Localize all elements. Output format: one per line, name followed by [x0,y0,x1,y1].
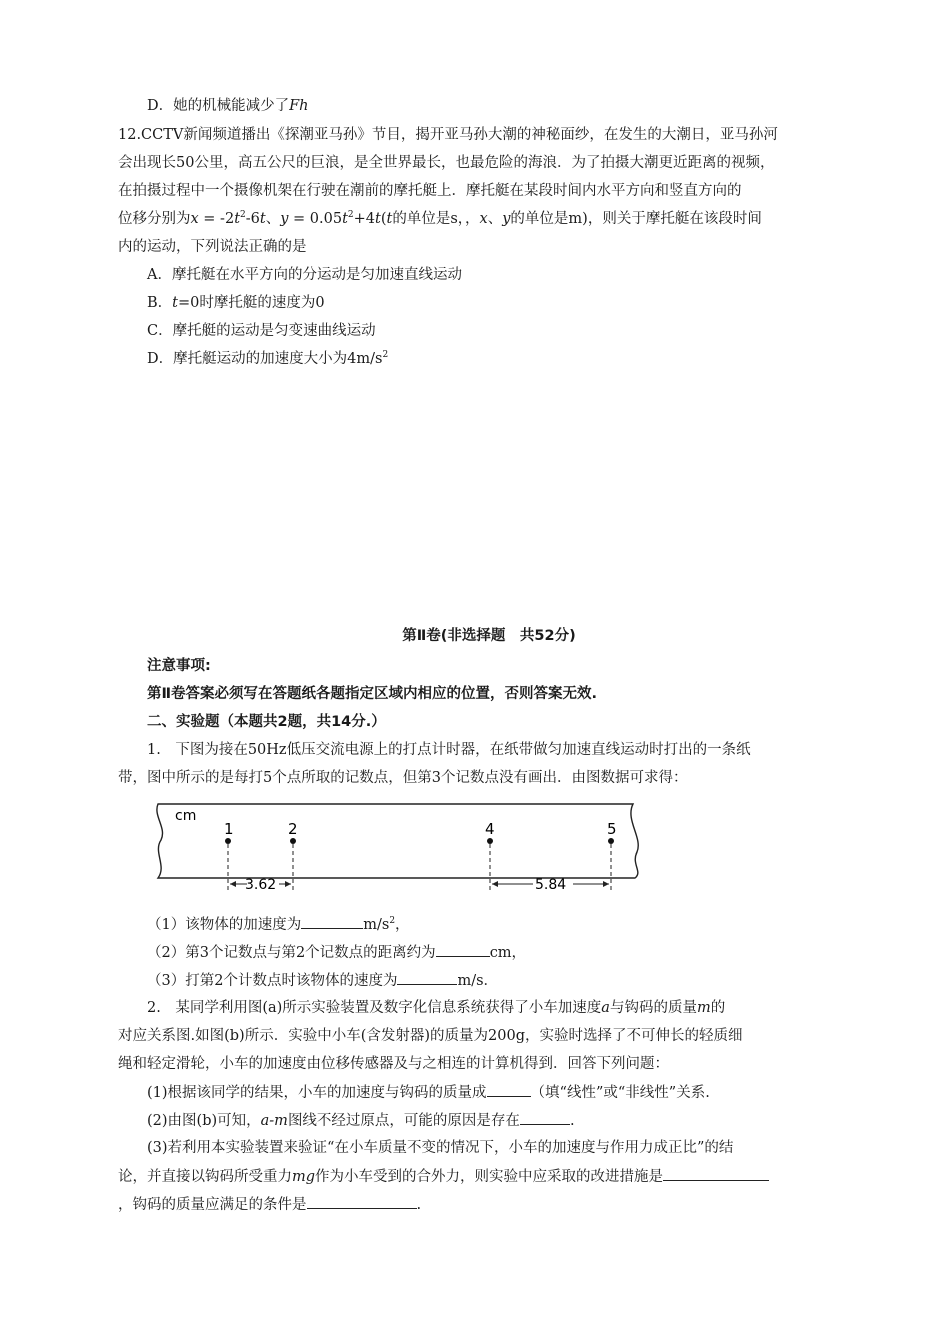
exp1-line-1: 1. 下图为接在50Hz低压交流电源上的打点计时器，在纸带做匀加速直线运动时打出的一条纸 [147,742,751,758]
q12-line-3: 在拍摄过程中一个摄像机架在行驶在潮前的摩托艇上．摩托艇在某段时间内水平方向和竖直方向的 [118,183,742,199]
dim-45-label: 5.84 [535,877,567,893]
exp1-q3: （3）打第2个计数点时该物体的速度为 m/s． [147,970,498,991]
exp1-q1: （1）该物体的加速度为 $m/s^2$， [147,914,410,935]
q12-line-2: 会出现长50公里，高五公尺的巨浪，是全世界最长，也最危险的海浪．为了拍摄大潮更近距离的视频， [118,155,775,171]
exp1-line-2: 带，图中所示的是每打5个点所取的记数点，但第3个记数点没有画出．由图数据可求得： [118,770,688,786]
exp2-line-2: 对应关系图.如图(b)所示．实验中小车(含发射器)的质量为200g，实验时选择了不可伸长的轻质细 [118,1028,743,1044]
point-2-label: 2 [288,820,298,838]
dim-12-label: 3.62 [245,877,277,893]
part2-title: 第Ⅱ卷(非选择题 共52分) [402,628,576,644]
q12-option-a: A．摩托艇在水平方向的分运动是匀加速直线运动 [147,267,462,283]
notice-title: 注意事项: [147,658,211,674]
point-1-dot [225,838,231,844]
q12-line-5: 内的运动，下列说法正确的是 [118,239,307,255]
exp1-q2: （2）第3个记数点与第2个记数点的距离约为 cm， [147,942,526,963]
dim-45-arrow-left [492,881,498,887]
exp2-q3-line-2: 论，并直接以钩码所受重力mg作为小车受到的合外力，则实验中应采取的改进措施是 [118,1166,769,1187]
point-1-label: 1 [224,820,234,838]
q12-line-1: 12.CCTV新闻频道播出《探潮亚马孙》节目，揭开亚马孙大潮的神秘面纱，在发生的大潮日，亚马孙河 [118,127,778,143]
answer-blank[interactable] [397,970,457,985]
exp2-q2: (2)由图(b)可知，a-m图线不经过原点，可能的原因是存在 . [147,1110,575,1131]
section-heading: 二、实验题（本题共2题，共14分.） [147,714,386,730]
point-4-dot [487,838,493,844]
paper-tape-figure [155,800,655,900]
dim-45-arrow-right [603,881,609,887]
point-2-dot [290,838,296,844]
answer-blank[interactable] [487,1082,531,1097]
point-5-dot [608,838,614,844]
tape-unit-label: cm [175,808,197,824]
answer-blank[interactable] [663,1166,769,1181]
notice-text: 第Ⅱ卷答案必须写在答题纸各题指定区域内相应的位置，否则答案无效. [147,686,598,702]
exp2-q1: (1)根据该同学的结果，小车的加速度与钩码的质量成 （填“线性”或“非线性”关系. [147,1082,710,1103]
point-4-label: 4 [485,820,495,838]
dim-12-arrow-right [285,881,291,887]
q12-line-4: 位移分别为$x = -2t^2-6t$、$y = 0.05t^2+4t(t$的单位是s，，x、y的单位是m)，则关于摩托艇在该段时间 [118,210,762,227]
exp2-q3-line-1: (3)若利用本实验装置来验证“在小车质量不变的情况下，小车的加速度与作用力成正比”的结 [147,1140,734,1156]
answer-blank[interactable] [436,942,490,957]
q11-option-d: D．她的机械能减少了Fh [147,98,309,114]
answer-blank[interactable] [520,1110,570,1125]
q12-option-b: B．t=0时摩托艇的速度为0 [147,295,325,311]
answer-blank[interactable] [301,914,363,929]
exp2-line-1: 2. 某同学利用图(a)所示实验装置及数字化信息系统获得了小车加速度a与钩码的质量m的 [147,1000,726,1016]
dim-12-arrow-left [230,881,236,887]
q12-option-d: D．摩托艇运动的加速度大小为$4m/s^2$ [147,350,389,367]
exp2-q3-line-3: ，钩码的质量应满足的条件是 . [118,1194,421,1215]
answer-blank[interactable] [307,1194,417,1209]
point-5-label: 5 [607,820,617,838]
exp2-line-3: 绳和轻定滑轮，小车的加速度由位移传感器及与之相连的计算机得到．回答下列问题： [118,1056,669,1072]
q12-option-c: C．摩托艇的运动是匀变速曲线运动 [147,323,376,339]
